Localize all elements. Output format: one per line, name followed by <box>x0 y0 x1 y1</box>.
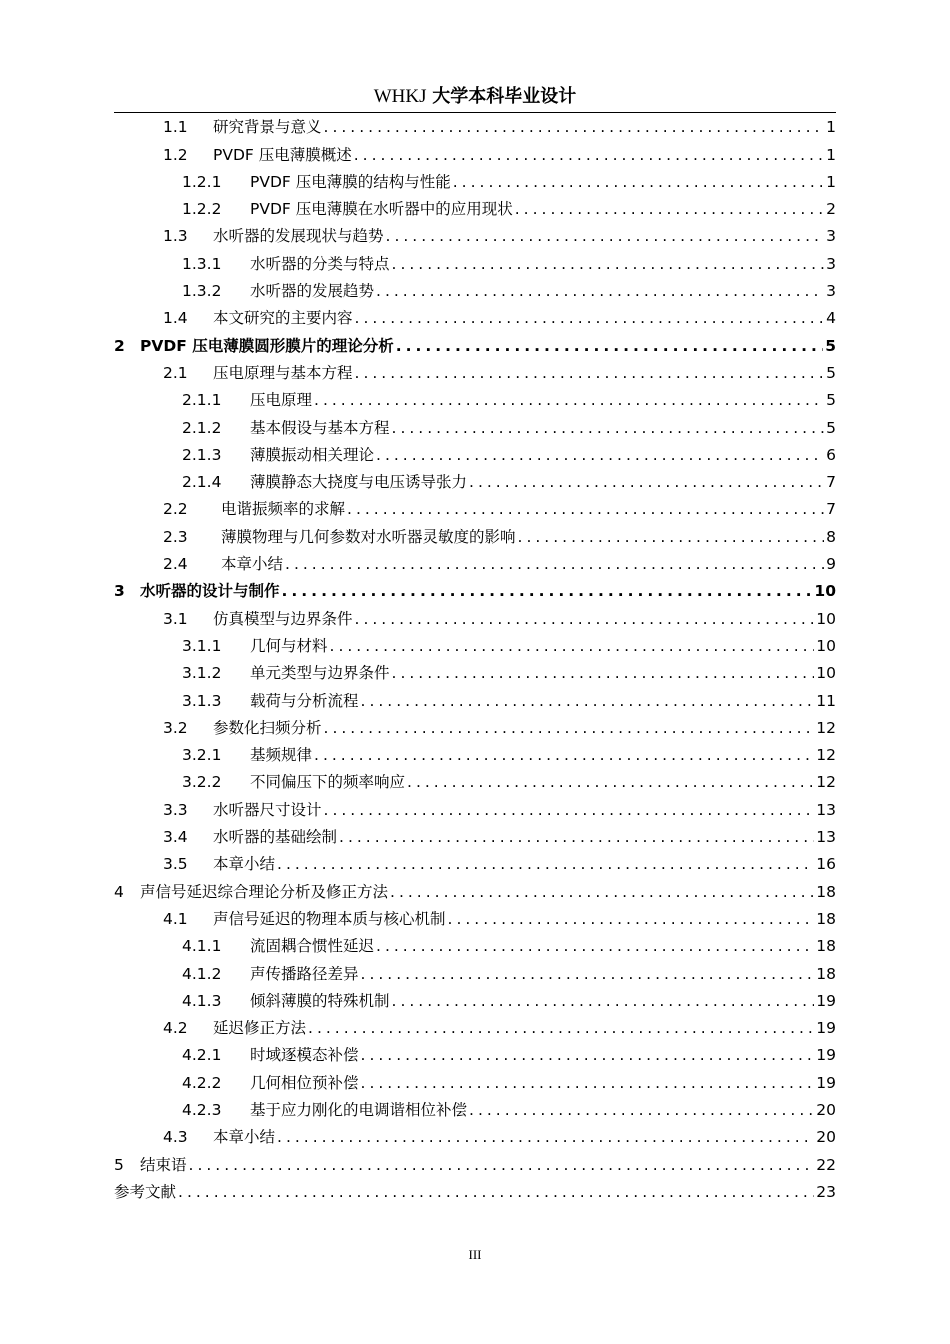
toc-leader-dots <box>376 279 824 303</box>
toc-entry-page: 10 <box>816 636 836 655</box>
toc-entry-number: 4.3 <box>163 1128 188 1147</box>
toc-entry-title: 水听器的分类与特点 <box>250 254 390 273</box>
toc-entry-page: 13 <box>816 828 836 847</box>
toc-entry-number: 3 <box>114 582 125 601</box>
toc-entry[interactable] <box>114 986 836 1013</box>
toc-entry-number: 1.2.2 <box>182 200 222 219</box>
toc-entry[interactable] <box>114 713 836 740</box>
toc-entry[interactable] <box>114 549 836 576</box>
header-title: 大学本科毕业设计 <box>432 86 577 107</box>
toc-entry-number: 4.2.3 <box>182 1100 222 1119</box>
toc-entry-page: 3 <box>826 227 836 246</box>
toc-entry[interactable] <box>114 849 836 876</box>
toc-leader-dots <box>376 443 824 467</box>
toc-leader-dots <box>308 1016 814 1040</box>
toc-entry-title: PVDF 压电薄膜圆形膜片的理论分析 <box>140 336 394 355</box>
toc-entry[interactable] <box>114 276 836 303</box>
toc-entry-title: 水听器的发展趋势 <box>250 282 375 301</box>
toc-entry-number: 1.3.2 <box>182 282 222 301</box>
toc-leader-dots <box>355 306 825 330</box>
toc-leader-dots <box>324 798 815 822</box>
toc-entry-title: 声传播路径差异 <box>250 964 359 983</box>
page-number: III <box>468 1247 482 1262</box>
toc-entry-number: 1.3 <box>163 227 188 246</box>
toc-entry[interactable] <box>114 685 836 712</box>
toc-leader-dots <box>392 661 815 685</box>
toc-entry-number: 2.1 <box>163 363 188 382</box>
toc-entry-title: 单元类型与边界条件 <box>250 664 390 683</box>
toc-entry[interactable] <box>114 1149 836 1176</box>
toc-entry[interactable] <box>114 631 836 658</box>
toc-entry-title: 基于应力刚化的电调谐相位补偿 <box>250 1100 468 1119</box>
toc-entry-title: 基本假设与基本方程 <box>250 418 390 437</box>
toc-leader-dots <box>390 880 814 904</box>
toc-entry-number: 2.1.4 <box>182 473 222 492</box>
toc-leader-dots <box>361 962 815 986</box>
toc-leader-dots <box>453 170 824 194</box>
toc-entry-page: 12 <box>816 718 836 737</box>
toc-entry-number: 3.1.3 <box>182 691 222 710</box>
toc-entry-number: 3.3 <box>163 800 188 819</box>
toc-entry-number: 2.1.3 <box>182 445 222 464</box>
toc-entry[interactable] <box>114 658 836 685</box>
toc-entry-page: 18 <box>816 882 836 901</box>
toc-entry-number: 5 <box>114 1155 124 1174</box>
toc-entry-page: 5 <box>826 363 836 382</box>
toc-entry-page: 22 <box>816 1155 836 1174</box>
toc-entry[interactable] <box>114 876 836 903</box>
toc-entry[interactable] <box>114 412 836 439</box>
toc-entry-title: 延迟修正方法 <box>213 1019 307 1038</box>
toc-entry-number: 1.2.1 <box>182 172 222 191</box>
toc-entry-page: 10 <box>816 609 836 628</box>
toc-leader-dots <box>361 1071 815 1095</box>
toc-entry-page: 1 <box>826 118 836 137</box>
toc-entry-title: 参考文献 <box>114 1182 177 1201</box>
toc-entry-title: 几何与材料 <box>250 636 328 655</box>
toc-entry-title: 水听器的设计与制作 <box>140 582 280 601</box>
toc-entry-page: 5 <box>826 418 836 437</box>
toc-entry-title: 倾斜薄膜的特殊机制 <box>250 991 390 1010</box>
toc-leader-dots <box>314 388 824 412</box>
toc-entry-title: PVDF 压电薄膜概述 <box>213 145 352 164</box>
toc-entry[interactable] <box>114 194 836 221</box>
toc-entry[interactable] <box>114 740 836 767</box>
table-of-contents <box>114 112 836 1204</box>
toc-entry-page: 1 <box>826 145 836 164</box>
toc-entry-page: 11 <box>816 691 836 710</box>
toc-entry[interactable] <box>114 248 836 275</box>
toc-entry-page: 16 <box>816 855 836 874</box>
toc-entry[interactable] <box>114 794 836 821</box>
toc-entry-page: 12 <box>816 746 836 765</box>
toc-leader-dots <box>277 1125 814 1149</box>
toc-entry[interactable] <box>114 576 836 603</box>
toc-entry-title: 薄膜振动相关理论 <box>250 445 375 464</box>
toc-entry-title: 基频规律 <box>250 746 313 765</box>
toc-leader-dots <box>392 252 825 276</box>
toc-entry[interactable] <box>114 221 836 248</box>
toc-entry[interactable] <box>114 112 836 139</box>
toc-entry[interactable] <box>114 1095 836 1122</box>
toc-entry-page: 3 <box>826 254 836 273</box>
toc-entry-page: 7 <box>826 473 836 492</box>
toc-leader-dots <box>392 989 815 1013</box>
toc-entry-number: 4.2 <box>163 1019 188 1038</box>
toc-entry-number: 2.3 <box>163 527 188 546</box>
toc-entry[interactable] <box>114 385 836 412</box>
toc-entry-page: 4 <box>826 309 836 328</box>
toc-leader-dots <box>339 825 814 849</box>
toc-entry-title: 载荷与分析流程 <box>250 691 359 710</box>
toc-entry-page: 5 <box>826 391 836 410</box>
toc-entry-page: 10 <box>816 664 836 683</box>
toc-entry-number: 3.1.1 <box>182 636 222 655</box>
toc-leader-dots <box>469 1098 814 1122</box>
toc-leader-dots <box>376 934 814 958</box>
toc-entry-number: 3.2.2 <box>182 773 222 792</box>
toc-entry-title: 仿真模型与边界条件 <box>213 609 353 628</box>
toc-entry-number: 4.1.1 <box>182 937 222 956</box>
toc-entry-page: 18 <box>816 909 836 928</box>
toc-entry[interactable] <box>114 822 836 849</box>
toc-entry-title: 薄膜物理与几何参数对水听器灵敏度的影响 <box>221 527 516 546</box>
toc-entry[interactable] <box>114 1122 836 1149</box>
toc-leader-dots <box>386 224 825 248</box>
toc-entry-page: 20 <box>816 1128 836 1147</box>
toc-entry-title: 几何相位预补偿 <box>250 1073 359 1092</box>
toc-entry[interactable] <box>114 958 836 985</box>
toc-entry-number: 3.5 <box>163 855 188 874</box>
toc-entry-number: 2 <box>114 336 125 355</box>
toc-leader-dots <box>285 552 824 576</box>
toc-entry-number: 3.1.2 <box>182 664 222 683</box>
toc-leader-dots <box>354 143 824 167</box>
toc-entry[interactable] <box>114 467 836 494</box>
toc-entry-number: 1.4 <box>163 309 188 328</box>
toc-entry[interactable] <box>114 1040 836 1067</box>
toc-entry-page: 18 <box>816 964 836 983</box>
toc-entry-number: 4.2.2 <box>182 1073 222 1092</box>
toc-entry-number: 3.1 <box>163 609 188 628</box>
toc-leader-dots <box>392 416 825 440</box>
toc-entry-page: 9 <box>826 555 836 574</box>
toc-entry-title: 本章小结 <box>213 855 276 874</box>
toc-entry-number: 4.1 <box>163 909 188 928</box>
toc-leader-dots <box>314 743 814 767</box>
toc-entry-title: 不同偏压下的频率响应 <box>250 773 406 792</box>
toc-entry-title: 薄膜静态大挠度与电压诱导张力 <box>250 473 468 492</box>
toc-leader-dots <box>330 634 815 658</box>
toc-entry-page: 19 <box>816 1073 836 1092</box>
toc-entry-number: 1.1 <box>163 118 188 137</box>
toc-entry[interactable] <box>114 904 836 931</box>
toc-entry-number: 4.1.3 <box>182 991 222 1010</box>
toc-entry-page: 19 <box>816 1046 836 1065</box>
toc-entry-title: 研究背景与意义 <box>213 118 322 137</box>
toc-entry[interactable] <box>114 303 836 330</box>
toc-entry-page: 2 <box>826 200 836 219</box>
toc-leader-dots <box>189 1153 815 1177</box>
toc-entry-title: 流固耦合惯性延迟 <box>250 937 375 956</box>
toc-entry-number: 2.1.2 <box>182 418 222 437</box>
toc-entry-title: 压电原理 <box>250 391 313 410</box>
toc-entry-page: 19 <box>816 991 836 1010</box>
toc-entry-title: 本文研究的主要内容 <box>213 309 353 328</box>
toc-leader-dots <box>324 716 815 740</box>
toc-entry[interactable] <box>114 440 836 467</box>
toc-entry[interactable] <box>114 1177 836 1204</box>
page-header <box>114 82 836 112</box>
toc-leader-dots <box>469 470 824 494</box>
toc-entry-page: 20 <box>816 1100 836 1119</box>
toc-entry[interactable] <box>114 358 836 385</box>
toc-entry-number: 1.3.1 <box>182 254 222 273</box>
toc-entry-page: 12 <box>816 773 836 792</box>
toc-entry[interactable] <box>114 330 836 357</box>
toc-entry[interactable] <box>114 931 836 958</box>
toc-entry-title: 电谐振频率的求解 <box>221 500 346 519</box>
toc-leader-dots <box>396 334 823 358</box>
toc-leader-dots <box>355 361 825 385</box>
toc-entry[interactable] <box>114 603 836 630</box>
toc-entry-number: 4 <box>114 882 124 901</box>
toc-entry-title: 压电原理与基本方程 <box>213 363 353 382</box>
toc-leader-dots <box>355 607 815 631</box>
toc-entry-page: 8 <box>826 527 836 546</box>
toc-leader-dots <box>448 907 815 931</box>
toc-entry-page: 19 <box>816 1019 836 1038</box>
toc-entry-title: 水听器尺寸设计 <box>213 800 322 819</box>
toc-leader-dots <box>407 770 814 794</box>
toc-entry-page: 7 <box>826 500 836 519</box>
toc-entry-page: 13 <box>816 800 836 819</box>
toc-entry-page: 10 <box>814 582 836 601</box>
toc-entry-title: PVDF 压电薄膜在水听器中的应用现状 <box>250 200 513 219</box>
toc-entry-number: 2.4 <box>163 555 188 574</box>
toc-leader-dots <box>347 497 824 521</box>
toc-leader-dots <box>361 1043 815 1067</box>
toc-leader-dots <box>324 115 825 139</box>
toc-entry-title: 本章小结 <box>213 1128 276 1147</box>
toc-leader-dots <box>178 1180 814 1204</box>
toc-entry[interactable] <box>114 167 836 194</box>
toc-entry-title: 参数化扫频分析 <box>213 718 322 737</box>
toc-entry-title: 水听器的基础绘制 <box>213 828 338 847</box>
toc-entry[interactable] <box>114 767 836 794</box>
toc-entry-page: 5 <box>825 336 836 355</box>
toc-entry-title: 结束语 <box>140 1155 187 1174</box>
toc-entry-title: 声信号延迟的物理本质与核心机制 <box>213 909 446 928</box>
toc-entry-number: 3.2.1 <box>182 746 222 765</box>
toc-entry-number: 2.2 <box>163 500 188 519</box>
toc-entry-page: 18 <box>816 937 836 956</box>
toc-leader-dots <box>361 689 815 713</box>
header-code: WHKJ <box>373 86 427 107</box>
toc-entry-title: 时域逐模态补偿 <box>250 1046 359 1065</box>
toc-entry[interactable] <box>114 139 836 166</box>
toc-leader-dots <box>515 197 824 221</box>
toc-entry-page: 23 <box>816 1182 836 1201</box>
toc-entry-number: 2.1.1 <box>182 391 222 410</box>
toc-entry-title: PVDF 压电薄膜的结构与性能 <box>250 172 451 191</box>
toc-entry-title: 本章小结 <box>221 555 284 574</box>
toc-entry-page: 6 <box>826 445 836 464</box>
toc-leader-dots <box>518 525 825 549</box>
toc-entry-number: 3.2 <box>163 718 188 737</box>
toc-entry[interactable] <box>114 521 836 548</box>
toc-entry-number: 3.4 <box>163 828 188 847</box>
toc-entry-number: 4.2.1 <box>182 1046 222 1065</box>
toc-entry-title: 声信号延迟综合理论分析及修正方法 <box>140 882 389 901</box>
toc-entry-page: 1 <box>826 172 836 191</box>
toc-entry[interactable] <box>114 1013 836 1040</box>
toc-leader-dots <box>277 852 814 876</box>
toc-entry[interactable] <box>114 494 836 521</box>
toc-entry-number: 1.2 <box>163 145 188 164</box>
toc-leader-dots <box>282 579 813 603</box>
toc-entry[interactable] <box>114 1067 836 1094</box>
toc-entry-title: 水听器的发展现状与趋势 <box>213 227 384 246</box>
toc-entry-number: 4.1.2 <box>182 964 222 983</box>
toc-entry-page: 3 <box>826 282 836 301</box>
